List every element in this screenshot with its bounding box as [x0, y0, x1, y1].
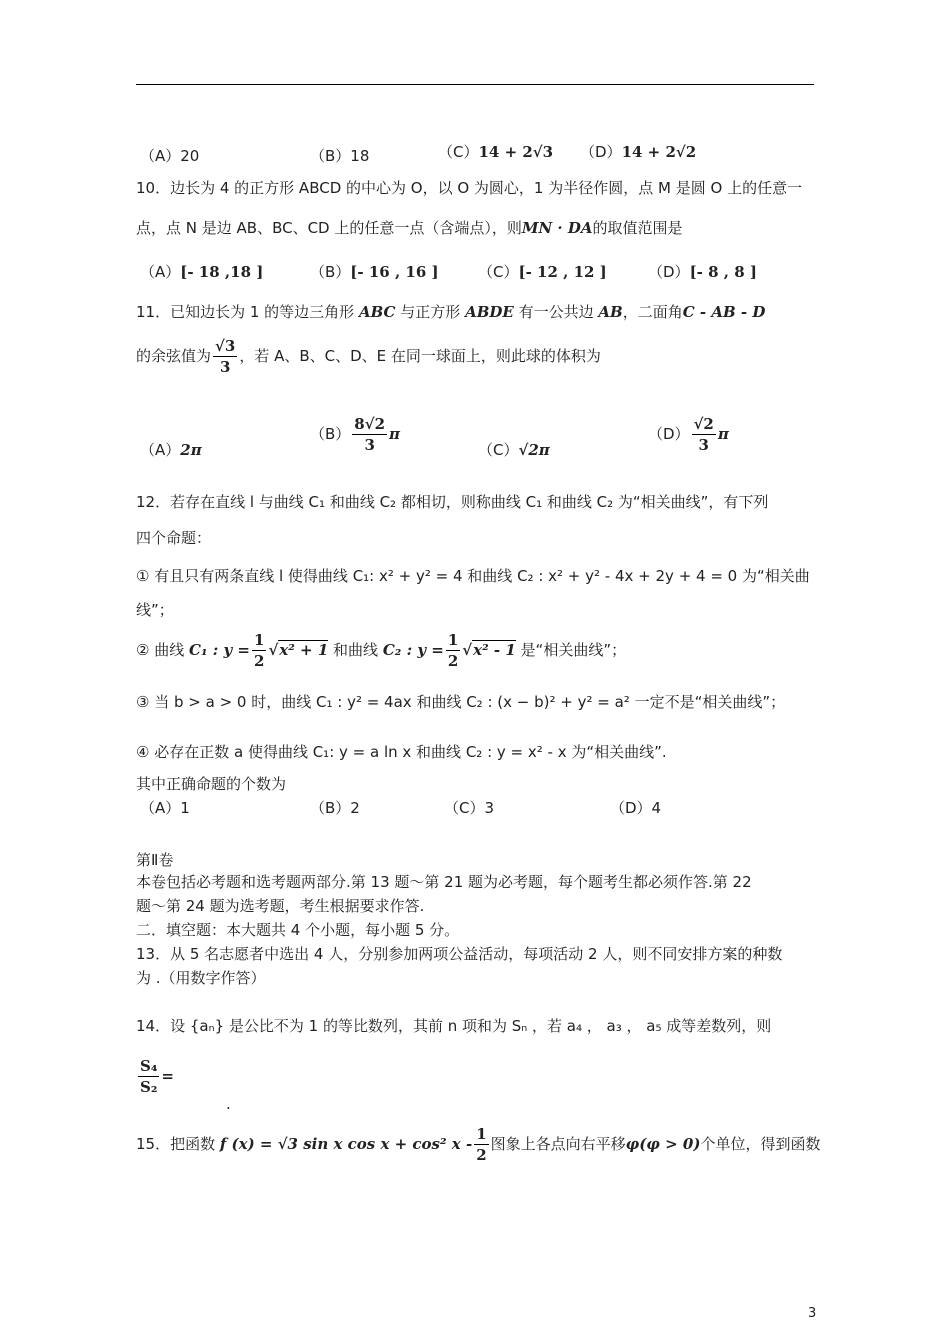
- q12-option-c: （C）3: [444, 799, 495, 817]
- page-number: 3: [808, 1306, 817, 1321]
- q12-question: 其中正确命题的个数为: [136, 775, 287, 793]
- q11-option-c: （C）√2π: [478, 441, 550, 459]
- q14-dot: .: [226, 1095, 231, 1113]
- q13-line2: 为 .（用数字作答）: [136, 969, 266, 987]
- q11-option-b: （B） $\frac{8√2}{3}$ π: [310, 415, 401, 454]
- q9-option-d: （D）14 + 2√2: [580, 143, 697, 161]
- q12-line2: 四个命题：: [136, 529, 212, 547]
- q12-prop1: ① 有且只有两条直线 l 使得曲线 C₁: x² + y² = 4 和曲线 C₂ : x² + y² - 4x + 2y + 4 = 0 为“相关曲: [136, 567, 810, 585]
- part2-desc1: 本卷包括必考题和选考题两部分.第 13 题～第 21 题为必考题，每个题考生都必须作答.第 22: [136, 873, 752, 891]
- q14-line: 14．设 {aₙ} 是公比不为 1 的等比数列，其前 n 项和为 Sₙ ，若 a₄ ， a₃ ， a₅ 成等差数列，则: [136, 1017, 772, 1035]
- section-fill-blank: 二．填空题：本大题共 4 个小题，每小题 5 分。: [136, 921, 460, 939]
- q10-line1: 10．边长为 4 的正方形 ABCD 的中心为 O，以 O 为圆心，1 为半径作圆，点 M 是圆 O 上的任意一: [136, 179, 803, 197]
- part2-title: 第Ⅱ卷: [136, 851, 174, 869]
- q10-line2: 点，点 N 是边 AB、BC、CD 上的任意一点（含端点），则MN · DA的取值范围是: [136, 219, 683, 237]
- header-rule: [136, 84, 814, 85]
- q13-line1: 13．从 5 名志愿者中选出 4 人，分别参加两项公益活动，每项活动 2 人，则不同安排方案的种数: [136, 945, 783, 963]
- q11-line2: 的余弦值为 $\frac{√3}{3}$ ，若 A、B、C、D、E 在同一球面上，则此球的体积为: [136, 337, 601, 376]
- q12-prop4: ④ 必存在正数 a 使得曲线 C₁: y = a ln x 和曲线 C₂ : y = x² - x 为“相关曲线”.: [136, 743, 667, 761]
- q11-option-d: （D） $\frac{√2}{3}$ π: [648, 415, 729, 454]
- q12-prop2: ② 曲线 C₁ : y = $\frac{1}{2}$ √x² + 1 和曲线 C₂ : y = $\frac{1}{2}$ √x² - 1 是“相关曲线”；: [136, 631, 627, 670]
- q12-line1: 12．若存在直线 l 与曲线 C₁ 和曲线 C₂ 都相切，则称曲线 C₁ 和曲线 C₂ 为“相关曲线”，有下列: [136, 493, 769, 511]
- q14-answer: $\frac{\text{S₄}}{\text{S₂}}$ =: [140, 1057, 174, 1096]
- q10-option-b: （B）[- 16 , 16 ]: [310, 263, 439, 281]
- q10-option-c: （C）[- 12 , 12 ]: [478, 263, 607, 281]
- q9-option-a: （A）20: [140, 147, 200, 165]
- q15-line: 15．把函数 f (x) = √3 sin x cos x + cos² x - $\frac{1}{2}$ 图象上各点向右平移φ(φ > 0)个单位，得到函数: [136, 1125, 821, 1164]
- q12-prop1-cont: 线”；: [136, 601, 174, 619]
- q11-line1: 11．已知边长为 1 的等边三角形 ABC 与正方形 ABDE 有一公共边 AB，二面角C - AB - D: [136, 303, 766, 321]
- q12-option-d: （D）4: [610, 799, 662, 817]
- q10-option-a: （A）[- 18 ,18 ]: [140, 263, 264, 281]
- q11-option-a: （A）2π: [140, 441, 202, 459]
- part2-desc2: 题～第 24 题为选考题，考生根据要求作答.: [136, 897, 425, 915]
- q9-option-b: （B）18: [310, 147, 370, 165]
- q12-option-b: （B）2: [310, 799, 360, 817]
- cosine-fraction: $\frac{√3}{3}$: [215, 337, 236, 376]
- q9-option-c: （C）14 + 2√3: [438, 143, 554, 161]
- q10-option-d: （D）[- 8 , 8 ]: [648, 263, 757, 281]
- q12-prop3: ③ 当 b > a > 0 时，曲线 C₁ : y² = 4ax 和曲线 C₂ : (x − b)² + y² = a² 一定不是“相关曲线”；: [136, 693, 786, 711]
- q12-option-a: （A）1: [140, 799, 190, 817]
